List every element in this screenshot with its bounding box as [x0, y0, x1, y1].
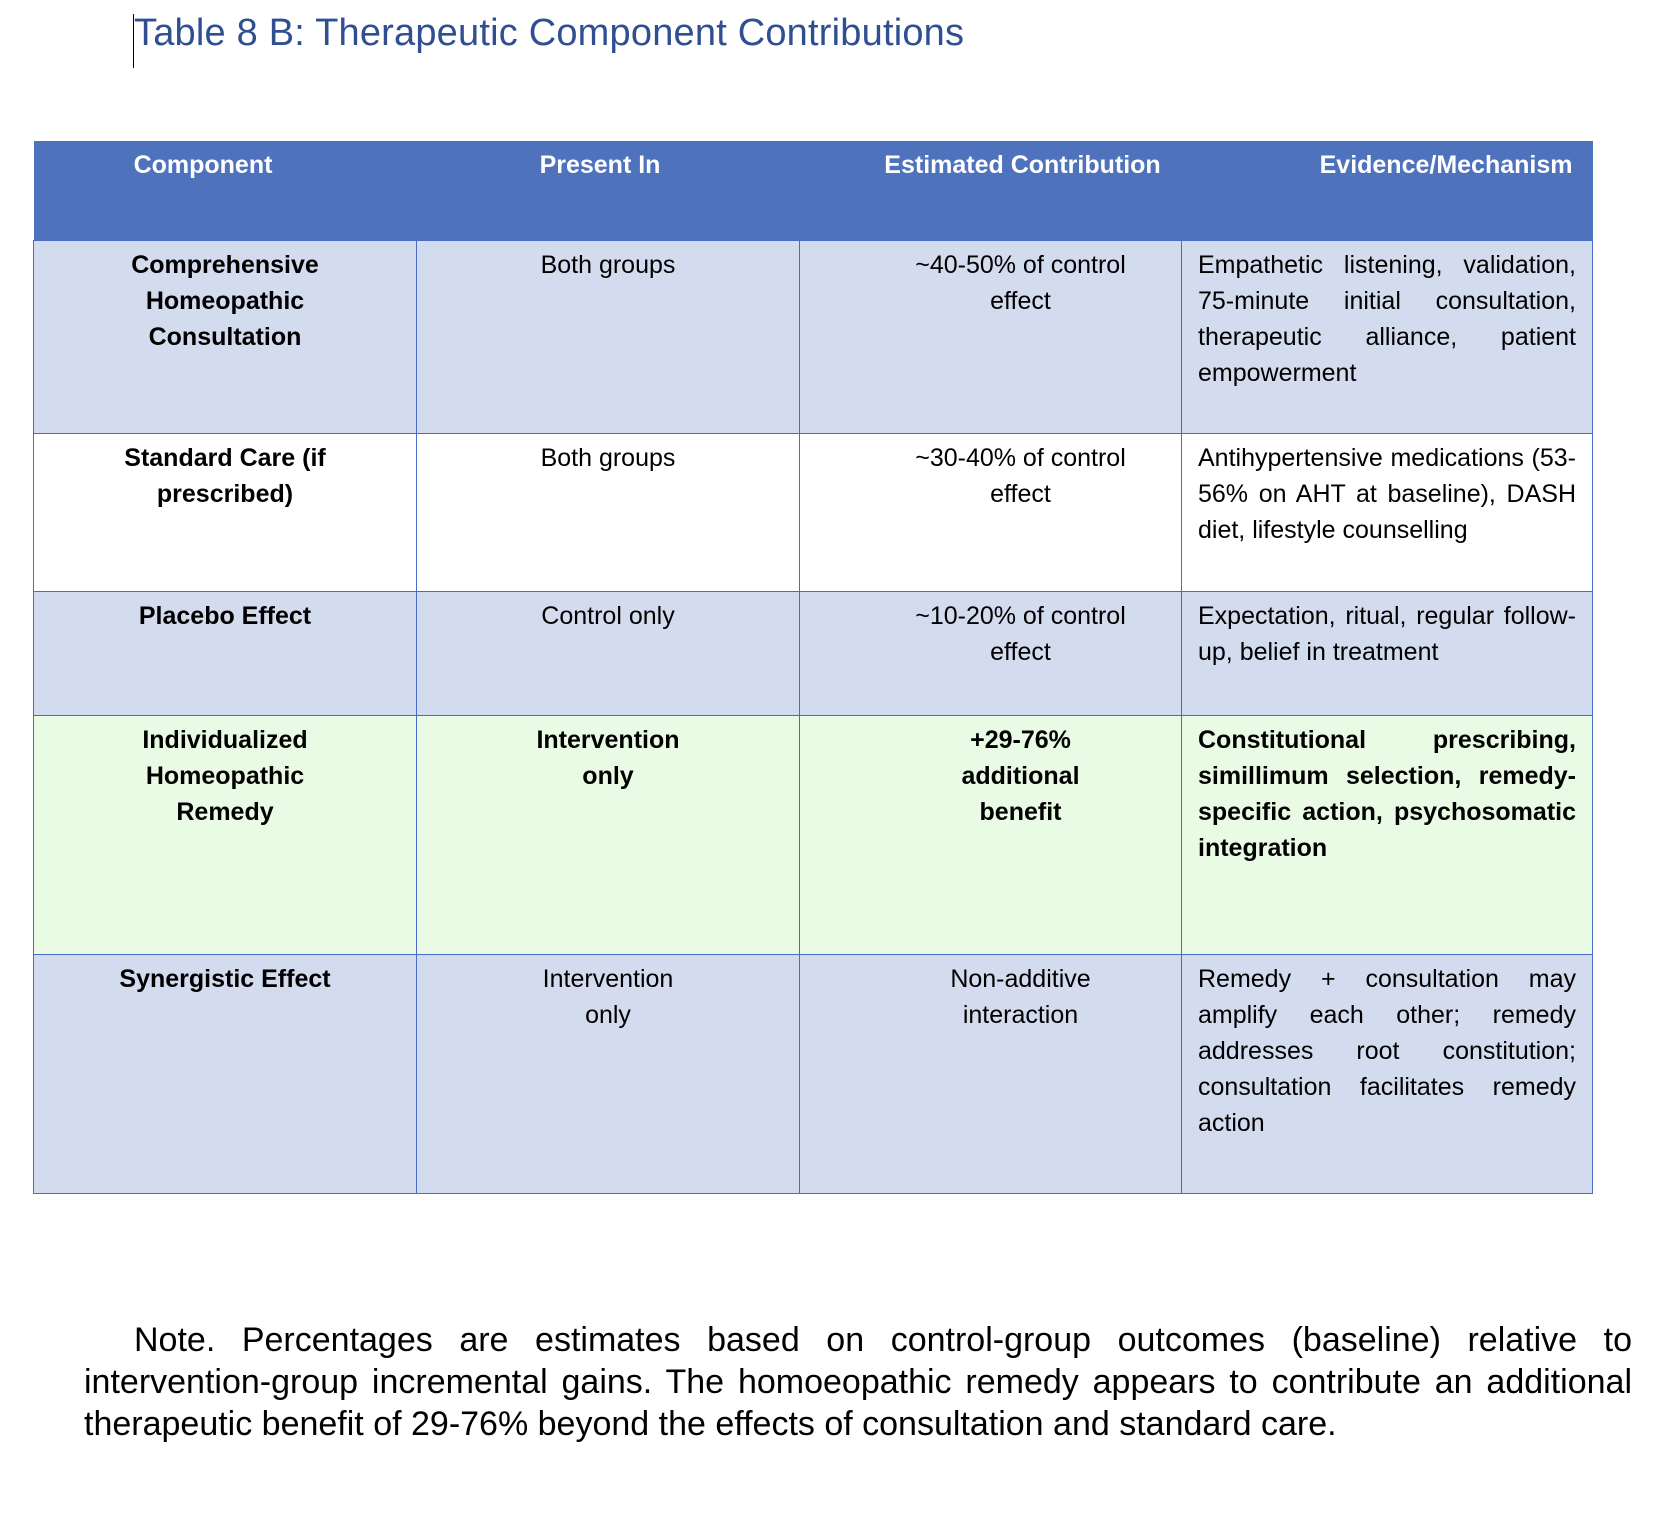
cell-present-in: Intervention only [417, 954, 800, 1193]
cell-estimated-contribution: ~10-20% of control effect [800, 591, 1182, 715]
table-title: Table 8 B: Therapeutic Component Contributions [134, 12, 965, 54]
cell-evidence: Empathetic listening, validation, 75-minute initial consultation, therapeutic alliance, patient empowerment [1182, 240, 1593, 433]
cell-estimated-contribution: ~30-40% of control effect [800, 433, 1182, 591]
cell-evidence: Expectation, ritual, regular follow-up, belief in treatment [1182, 591, 1593, 715]
header-estimated-contribution: Estimated Contribution [800, 141, 1182, 240]
cell-present-in: Control only [417, 591, 800, 715]
header-present-in: Present In [417, 141, 800, 240]
cell-present-in: Both groups [417, 433, 800, 591]
table-row [34, 591, 1593, 715]
header-evidence: Evidence/Mechanism [1182, 141, 1593, 240]
table-row [34, 433, 1593, 591]
cell-estimated-contribution: Non-additive interaction [800, 954, 1182, 1193]
cell-component: Individualized Homeopathic Remedy [34, 715, 417, 954]
cell-component: Comprehensive Homeopathic Consultation [34, 240, 417, 433]
cell-present-in: Both groups [417, 240, 800, 433]
table-note: Note. Percentages are estimates based on control-group outcomes (baseline) relative to intervention-group incremental gains. The homoeopathic remedy appears to contribute an additional therapeutic benefit of 29-76% beyond the effects of consultation and standard care. [84, 1321, 1632, 1443]
cell-present-in: Intervention only [417, 715, 800, 954]
cell-component: Synergistic Effect [34, 954, 417, 1193]
cell-evidence: Remedy + consultation may amplify each other; remedy addresses root constitution; consultation facilitates remedy action [1182, 954, 1593, 1193]
table-row [34, 954, 1593, 1193]
cell-estimated-contribution: ~40-50% of control effect [800, 240, 1182, 433]
table-row [34, 715, 1593, 954]
header-row [34, 141, 1593, 240]
cell-evidence: Constitutional prescribing, simillimum selection, remedy-specific action, psychosomatic integration [1182, 715, 1593, 954]
cell-component: Standard Care (if prescribed) [34, 433, 417, 591]
cell-evidence: Antihypertensive medications (53-56% on AHT at baseline), DASH diet, lifestyle counselling [1182, 433, 1593, 591]
cell-estimated-contribution: +29-76% additional benefit [800, 715, 1182, 954]
cell-component: Placebo Effect [34, 591, 417, 715]
header-component: Component [34, 141, 417, 240]
table-row [34, 240, 1593, 433]
contributions-table [33, 141, 1593, 1194]
